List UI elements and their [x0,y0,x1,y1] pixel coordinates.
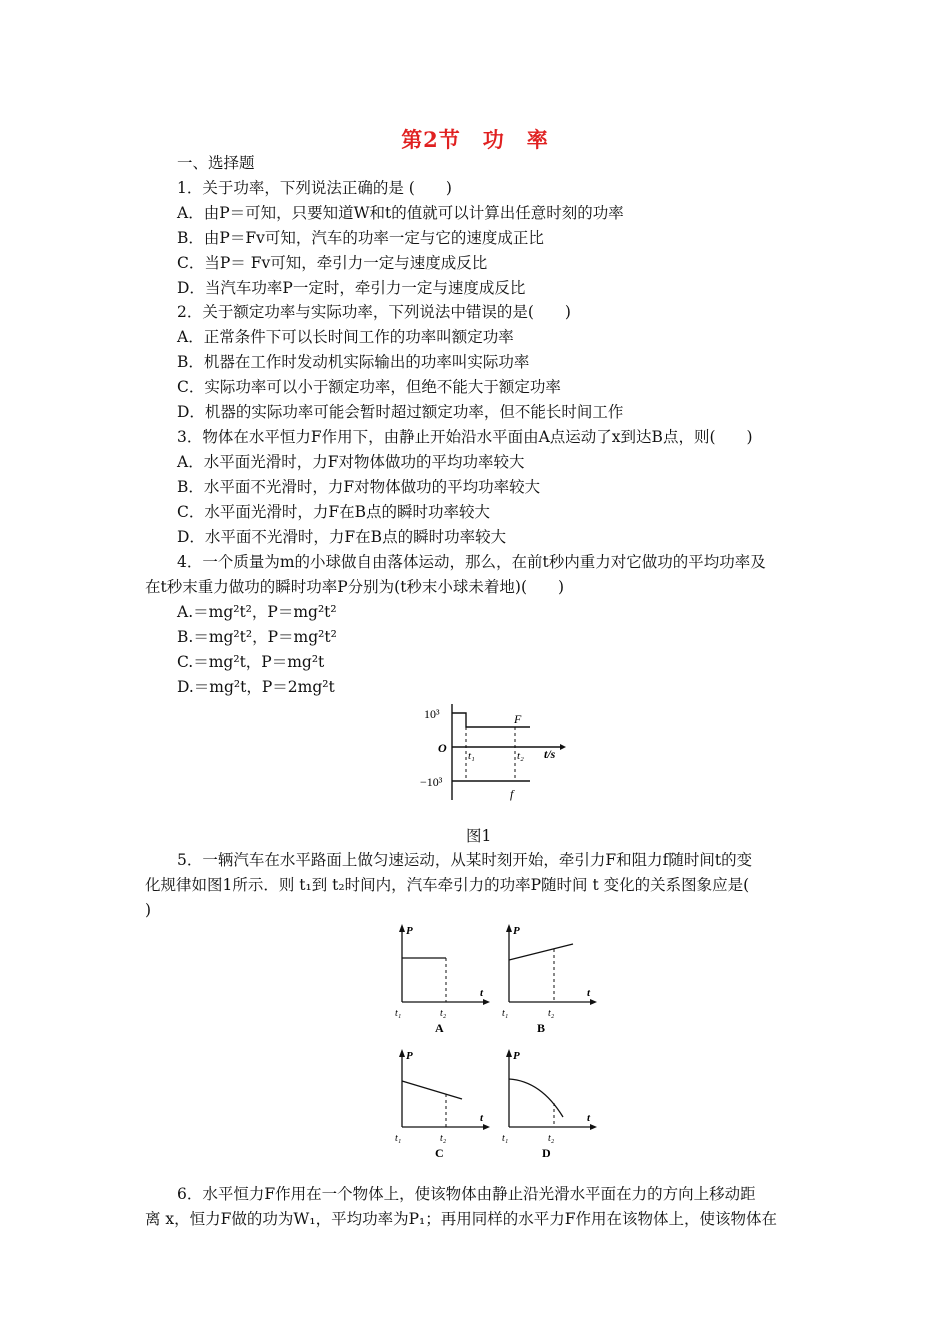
q3-option-a: A．水平面光滑时，力F对物体做功的平均功率较大 [177,453,525,471]
page-title: 第2节 功 率 [401,127,549,152]
option-graph-d [497,1045,607,1160]
q1-option-b: B．由P＝Fv可知，汽车的功率一定与它的速度成正比 [177,229,544,247]
graph-d-t-label: t [587,1112,591,1124]
graph-c-t1-label: t₁ [395,1133,402,1144]
q4-option-d: D.＝mg²t，P＝2mg²t [177,678,335,696]
graph-c-t-label: t [480,1112,484,1124]
graph-a-t1-label: t₁ [395,1008,402,1019]
graph-b-label: B [537,1021,546,1035]
graph-b-t1-label: t₁ [502,1008,509,1019]
q3-stem: 3．物体在水平恒力F作用下，由静止开始沿水平面由A点运动了x到达B点，则( ) [177,428,753,446]
q4-option-a: A.＝mg²t²，P＝mg²t² [177,603,337,621]
q4-option-c: C.＝mg²t，P＝mg²t [177,653,325,671]
option-graph-a [390,920,500,1035]
q2-stem: 2．关于额定功率与实际功率，下列说法中错误的是( ) [177,303,571,321]
q2-option-b: B．机器在工作时发动机实际输出的功率叫实际功率 [177,353,530,371]
fig1-y-top-label: 10³ [424,707,440,721]
q1-stem: 1．关于功率，下列说法正确的是 ( ) [177,179,452,197]
graph-a-p-label: P [406,925,413,937]
q1-option-c: C．当P＝ Fv可知，牵引力一定与速度成反比 [177,254,488,272]
section-heading: 一、选择题 [177,154,255,172]
fig1-f-label: f [510,787,514,801]
figure-1-force-time-graph [420,700,570,805]
graph-b-p-label: P [513,925,520,937]
q6-line2: 离 x，恒力F做的功为W₁，平均功率为P₁；再用同样的水平力F作用在该物体上，使该物体在 [145,1210,777,1228]
graph-c-p-label: P [406,1050,413,1062]
graph-b-t2-label: t₂ [548,1008,555,1019]
q1-option-a: A．由P＝可知，只要知道W和t的值就可以计算出任意时刻的功率 [177,204,624,222]
q5-stem-line3: ) [145,901,152,919]
graph-d-label: D [542,1146,551,1160]
option-graph-b [497,920,607,1035]
graph-b-t-label: t [587,987,591,999]
q4-option-b: B.＝mg²t²，P＝mg²t² [177,628,337,646]
fig1-y-bottom-label: −10³ [420,775,443,789]
q2-option-c: C．实际功率可以小于额定功率，但绝不能大于额定功率 [177,378,561,396]
q5-stem-line2: 化规律如图1所示．则 t₁到 t₂时间内，汽车牵引力的功率P随时间 t 变化的关系图象应是( [145,876,750,894]
q6-line1: 6．水平恒力F作用在一个物体上，使该物体由静止沿光滑水平面在力的方向上移动距 [177,1185,756,1203]
q4-stem-line1: 4．一个质量为m的小球做自由落体运动，那么，在前t秒内重力对它做功的平均功率及 [177,553,766,571]
graph-a-t2-label: t₂ [440,1008,447,1019]
fig1-origin-label: O [438,741,447,755]
graph-a-t-label: t [480,987,484,999]
graph-a-label: A [435,1021,444,1035]
graph-d-t2-label: t₂ [548,1133,555,1144]
q4-stem-line2: 在t秒末重力做功的瞬时功率P分别为(t秒末小球未着地)( ) [145,578,565,596]
q2-option-d: D．机器的实际功率可能会暂时超过额定功率，但不能长时间工作 [177,403,624,421]
fig1-F-label: F [514,712,522,726]
fig1-t2-label: t₂ [517,750,524,762]
fig1-t1-label: t₁ [468,750,475,762]
q2-option-a: A．正常条件下可以长时间工作的功率叫额定功率 [177,328,514,346]
option-graph-c [390,1045,500,1160]
graph-c-t2-label: t₂ [440,1133,447,1144]
q3-option-b: B．水平面不光滑时，力F对物体做功的平均功率较大 [177,478,541,496]
fig1-t-axis-label: t/s [544,747,556,761]
q5-stem-line1: 5．一辆汽车在水平路面上做匀速运动，从某时刻开始，牵引力F和阻力f随时间t的变 [177,851,753,869]
q1-option-d: D．当汽车功率P一定时，牵引力一定与速度成反比 [177,279,526,297]
graph-d-p-label: P [513,1050,520,1062]
figure-1-caption: 图1 [466,827,492,845]
q3-option-c: C．水平面光滑时，力F在B点的瞬时功率较大 [177,503,491,521]
graph-d-t1-label: t₁ [502,1133,509,1144]
graph-c-label: C [435,1146,444,1160]
q3-option-d: D．水平面不光滑时，力F在B点的瞬时功率较大 [177,528,507,546]
